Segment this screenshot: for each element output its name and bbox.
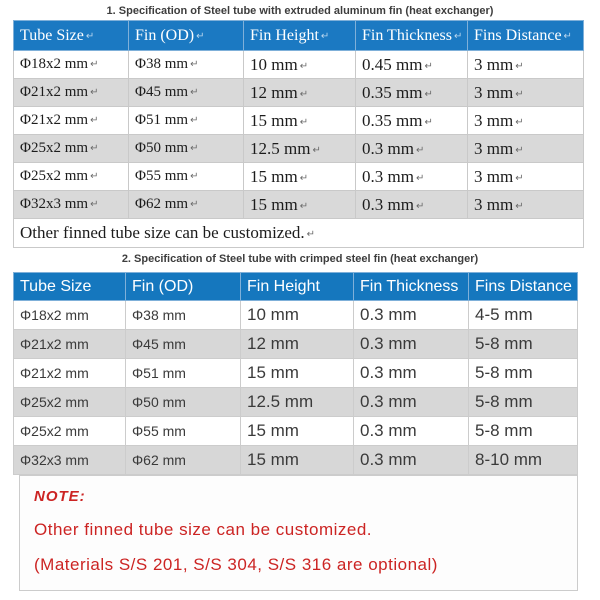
cell xyxy=(126,301,241,330)
paragraph-mark-icon: ↵ xyxy=(90,199,99,210)
table-row xyxy=(14,359,578,388)
cell-text: Fin Height xyxy=(247,277,320,295)
cell-text: Φ55 mm xyxy=(132,423,186,439)
cell xyxy=(241,359,354,388)
cell-text: Fins Distance xyxy=(475,277,572,295)
cell xyxy=(469,388,578,417)
cell-text: 0.35 mm xyxy=(362,82,423,102)
paragraph-mark-icon: ↵ xyxy=(424,88,433,100)
cell xyxy=(356,163,468,191)
note-label: NOTE: xyxy=(34,488,86,505)
paragraph-mark-icon: ↵ xyxy=(299,172,309,184)
table-row xyxy=(14,330,578,359)
paragraph-mark-icon: ↵ xyxy=(424,60,433,72)
cell-text: 15 mm xyxy=(250,194,298,214)
cell xyxy=(356,191,468,219)
cell xyxy=(244,107,356,135)
cell xyxy=(129,135,244,163)
cell-text: Φ21x2 mm xyxy=(20,84,89,100)
paragraph-mark-icon: ↵ xyxy=(424,116,433,128)
paragraph-mark-icon: ↵ xyxy=(90,171,99,182)
paragraph-mark-icon: ↵ xyxy=(190,87,199,98)
cell-text: 10 mm xyxy=(247,305,299,324)
cell-text: Φ45 mm xyxy=(135,84,189,100)
cell xyxy=(129,79,244,107)
cell xyxy=(244,191,356,219)
paragraph-mark-icon: ↵ xyxy=(453,30,463,42)
paragraph-mark-icon: ↵ xyxy=(415,172,425,184)
cell-text: 10 mm xyxy=(250,54,298,74)
cell xyxy=(354,388,469,417)
cell xyxy=(14,51,129,79)
cell-text: Φ21x2 mm xyxy=(20,336,89,352)
cell-text: 0.3 mm xyxy=(360,450,417,469)
cell xyxy=(14,359,126,388)
cell-text: Φ18x2 mm xyxy=(20,56,89,72)
header-cell-tube-size xyxy=(14,21,129,51)
table-row xyxy=(14,163,584,191)
cell-text: 0.3 mm xyxy=(362,166,414,186)
table-row xyxy=(14,51,584,79)
cell-text: 0.3 mm xyxy=(360,334,417,353)
cell xyxy=(129,163,244,191)
cell xyxy=(14,301,126,330)
cell xyxy=(126,446,241,475)
cell xyxy=(468,191,584,219)
header-cell-fins-distance xyxy=(469,273,578,301)
cell xyxy=(14,388,126,417)
cell-text: 15 mm xyxy=(247,421,299,440)
cell xyxy=(469,417,578,446)
cell xyxy=(126,417,241,446)
header-cell-fin-height xyxy=(244,21,356,51)
cell xyxy=(129,107,244,135)
cell-text: 0.35 mm xyxy=(362,110,423,130)
cell-text: 12 mm xyxy=(250,82,298,102)
cell xyxy=(244,79,356,107)
paragraph-mark-icon: ↵ xyxy=(299,60,309,72)
cell-text: Fin Thickness xyxy=(362,26,452,44)
cell-text: Tube Size xyxy=(20,277,92,295)
table-header-row xyxy=(14,273,578,301)
cell-text: Φ32x3 mm xyxy=(20,452,89,468)
cell-text: 3 mm xyxy=(474,138,514,158)
paragraph-mark-icon: ↵ xyxy=(190,199,199,210)
cell-text: 5-8 mm xyxy=(475,334,533,353)
paragraph-mark-icon: ↵ xyxy=(190,143,199,154)
cell xyxy=(469,446,578,475)
cell-text: 15 mm xyxy=(250,166,298,186)
header-cell-fin-height xyxy=(241,273,354,301)
cell xyxy=(468,107,584,135)
cell-text: Φ50 mm xyxy=(135,140,189,156)
cell-text: Tube Size xyxy=(20,26,84,44)
cell xyxy=(14,135,129,163)
paragraph-mark-icon: ↵ xyxy=(90,115,99,126)
header-cell-fin-thickness xyxy=(356,21,468,51)
cell-text: 15 mm xyxy=(247,363,299,382)
cell-text: 3 mm xyxy=(474,110,514,130)
cell xyxy=(241,446,354,475)
cell-text: Φ38 mm xyxy=(132,307,186,323)
paragraph-mark-icon: ↵ xyxy=(90,87,99,98)
paragraph-mark-icon: ↵ xyxy=(190,115,199,126)
cell-text: Φ21x2 mm xyxy=(20,112,89,128)
header-cell-fin-od xyxy=(126,273,241,301)
cell xyxy=(241,330,354,359)
cell xyxy=(14,191,129,219)
cell-text: 0.3 mm xyxy=(362,194,414,214)
cell-text: Fin Height xyxy=(250,26,319,44)
cell-text: 4-5 mm xyxy=(475,305,533,324)
cell-text: 12.5 mm xyxy=(247,392,314,411)
paragraph-mark-icon: ↵ xyxy=(515,88,524,100)
aluminum-fin-spec-table xyxy=(13,20,584,248)
cell-text: 5-8 mm xyxy=(475,392,533,411)
cell-text: Φ55 mm xyxy=(135,168,189,184)
note-box xyxy=(19,475,578,591)
cell-text: 0.3 mm xyxy=(360,363,417,382)
table-row xyxy=(14,388,578,417)
cell-text: 15 mm xyxy=(250,110,298,130)
cell-text: Φ62 mm xyxy=(135,196,189,212)
header-cell-fin-od xyxy=(129,21,244,51)
cell-text: 5-8 mm xyxy=(475,363,533,382)
note-line-customized: Other finned tube size can be customized. xyxy=(34,520,373,539)
cell-text: Φ51 mm xyxy=(132,365,186,381)
paragraph-mark-icon: ↵ xyxy=(515,144,524,156)
paragraph-mark-icon: ↵ xyxy=(415,200,425,212)
cell xyxy=(468,163,584,191)
cell-text: 8-10 mm xyxy=(475,450,543,469)
paragraph-mark-icon: ↵ xyxy=(85,30,95,42)
paragraph-mark-icon: ↵ xyxy=(190,59,199,70)
cell xyxy=(468,51,584,79)
table-row xyxy=(14,446,578,475)
cell xyxy=(354,446,469,475)
note-line-materials: (Materials S/S 201, S/S 304, S/S 316 are optional) xyxy=(34,555,438,574)
paragraph-mark-icon: ↵ xyxy=(299,88,309,100)
table-footer-row xyxy=(14,219,584,248)
cell-text: 0.3 mm xyxy=(360,305,417,324)
paragraph-mark-icon: ↵ xyxy=(563,30,572,42)
table-header-row xyxy=(14,21,584,51)
cell-text: Φ38 mm xyxy=(135,56,189,72)
cell-text: 5-8 mm xyxy=(475,421,533,440)
header-cell-tube-size xyxy=(14,273,126,301)
cell xyxy=(244,163,356,191)
cell-text: Φ62 mm xyxy=(132,452,186,468)
cell-text: Fin (OD) xyxy=(135,26,195,44)
paragraph-mark-icon: ↵ xyxy=(515,172,524,184)
cell-text: 3 mm xyxy=(474,166,514,186)
cell-text: 0.3 mm xyxy=(360,392,417,411)
cell xyxy=(14,79,129,107)
table-row xyxy=(14,191,584,219)
cell xyxy=(14,446,126,475)
cell xyxy=(469,359,578,388)
cell xyxy=(129,51,244,79)
cell xyxy=(354,301,469,330)
cell-text: Φ32x3 mm xyxy=(20,196,89,212)
cell-text: Φ25x2 mm xyxy=(20,423,89,439)
cell-text: Φ50 mm xyxy=(132,394,186,410)
steel-fin-spec-table xyxy=(13,272,578,475)
cell xyxy=(244,51,356,79)
table-row xyxy=(14,135,584,163)
cell xyxy=(354,417,469,446)
cell xyxy=(468,135,584,163)
cell xyxy=(241,301,354,330)
paragraph-mark-icon: ↵ xyxy=(299,116,309,128)
cell-text: Fin (OD) xyxy=(132,277,194,295)
cell xyxy=(241,388,354,417)
paragraph-mark-icon: ↵ xyxy=(306,229,316,240)
table-row xyxy=(14,301,578,330)
paragraph-mark-icon: ↵ xyxy=(312,144,321,156)
header-cell-fins-distance xyxy=(468,21,584,51)
cell xyxy=(468,79,584,107)
cell-text: 3 mm xyxy=(474,82,514,102)
cell xyxy=(354,330,469,359)
cell-text: Φ51 mm xyxy=(135,112,189,128)
paragraph-mark-icon: ↵ xyxy=(90,143,99,154)
paragraph-mark-icon: ↵ xyxy=(299,200,309,212)
cell-text: 0.3 mm xyxy=(362,138,414,158)
cell-text: Φ45 mm xyxy=(132,336,186,352)
paragraph-mark-icon: ↵ xyxy=(515,116,524,128)
cell xyxy=(356,51,468,79)
cell-text: Other finned tube size can be customized. xyxy=(20,223,305,242)
cell xyxy=(469,330,578,359)
paragraph-mark-icon: ↵ xyxy=(190,171,199,182)
paragraph-mark-icon: ↵ xyxy=(90,59,99,70)
cell xyxy=(354,359,469,388)
cell-text: Φ25x2 mm xyxy=(20,140,89,156)
paragraph-mark-icon: ↵ xyxy=(515,60,524,72)
paragraph-mark-icon: ↵ xyxy=(196,30,205,42)
table-row xyxy=(14,79,584,107)
cell xyxy=(469,301,578,330)
header-cell-fin-thickness xyxy=(354,273,469,301)
cell xyxy=(356,135,468,163)
cell-text: Φ21x2 mm xyxy=(20,365,89,381)
cell-text: Φ25x2 mm xyxy=(20,394,89,410)
cell-text: 3 mm xyxy=(474,194,514,214)
cell xyxy=(14,330,126,359)
cell-text: Φ25x2 mm xyxy=(20,168,89,184)
cell-text: Φ18x2 mm xyxy=(20,307,89,323)
cell-text: 3 mm xyxy=(474,54,514,74)
cell-text: 12.5 mm xyxy=(250,138,311,158)
cell xyxy=(244,135,356,163)
table2-title: 2. Specification of Steel tube with crimped steel fin (heat exchanger) xyxy=(121,253,479,265)
cell xyxy=(14,107,129,135)
customization-note-cell xyxy=(14,219,584,248)
paragraph-mark-icon: ↵ xyxy=(515,200,524,212)
cell xyxy=(126,330,241,359)
cell xyxy=(126,359,241,388)
cell xyxy=(356,79,468,107)
table-row xyxy=(14,417,578,446)
paragraph-mark-icon: ↵ xyxy=(320,30,330,42)
cell xyxy=(14,417,126,446)
cell xyxy=(241,417,354,446)
table-row xyxy=(14,107,584,135)
cell xyxy=(14,163,129,191)
cell xyxy=(129,191,244,219)
cell-text: Fins Distance xyxy=(474,26,562,44)
cell-text: 12 mm xyxy=(247,334,299,353)
cell-text: Fin Thickness xyxy=(360,277,459,295)
table1-title: 1. Specification of Steel tube with extruded aluminum fin (heat exchanger) xyxy=(106,5,494,17)
cell xyxy=(356,107,468,135)
cell-text: 0.3 mm xyxy=(360,421,417,440)
cell-text: 15 mm xyxy=(247,450,299,469)
cell-text: 0.45 mm xyxy=(362,54,423,74)
paragraph-mark-icon: ↵ xyxy=(415,144,425,156)
cell xyxy=(126,388,241,417)
